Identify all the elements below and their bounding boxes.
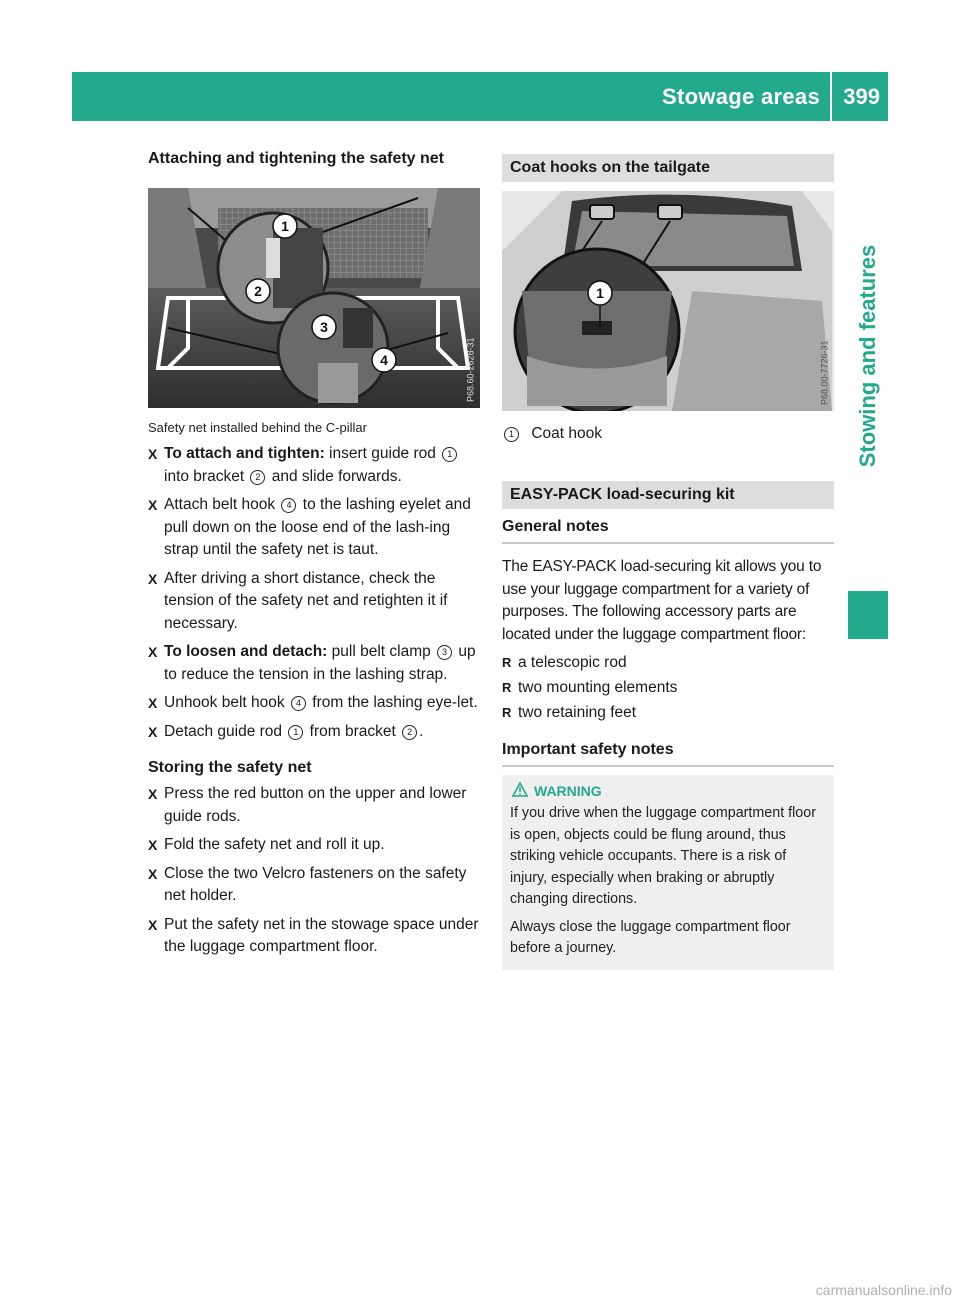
figure-code: P68.60-2628-31 — [466, 337, 476, 402]
warning-title-text: WARNING — [534, 783, 602, 799]
callout-number: 3 — [437, 645, 452, 660]
accessory-list — [502, 650, 834, 725]
figure-marker-1: 1 — [281, 218, 289, 234]
step-arrow-icon: X — [148, 446, 158, 462]
step-text: from the lashing eye-let. — [307, 694, 478, 711]
step-arrow-icon: X — [148, 695, 158, 711]
callout-number: 4 — [281, 498, 296, 513]
step-item — [148, 443, 480, 488]
step-arrow-icon: X — [148, 644, 158, 660]
storing-step-item — [148, 863, 480, 908]
left-column — [148, 150, 480, 965]
step-text: up to reduce the tension in the lashing strap. — [164, 643, 476, 683]
page-number: 399 — [843, 84, 880, 109]
callout-number: 2 — [402, 725, 417, 740]
callout-number: 1 — [288, 725, 303, 740]
step-bold-label: To attach and tighten: — [164, 445, 325, 462]
bullet-icon: R — [502, 705, 512, 720]
storing-heading: Storing the safety net — [148, 759, 312, 776]
step-item — [148, 721, 480, 744]
step-text: into bracket — [164, 467, 249, 485]
bullet-text: a telescopic rod — [518, 654, 627, 671]
coat-hook-legend — [502, 425, 834, 443]
figure-caption: Safety net installed behind the C-pillar — [148, 420, 367, 435]
step-item — [148, 692, 480, 715]
attach-steps-list — [148, 443, 480, 743]
step-text: Fold the safety net and roll it up. — [164, 836, 385, 853]
step-text: After driving a short distance, check the tension of the safety net and retighten it if necessary. — [164, 569, 448, 632]
header-divider — [830, 72, 832, 121]
step-bold-label: To loosen and detach: — [164, 643, 328, 660]
side-tab-label — [848, 121, 888, 591]
step-text: . — [419, 722, 424, 740]
step-arrow-icon: X — [148, 723, 158, 740]
side-tab-text: Stowing and features — [855, 244, 881, 468]
storing-steps-list — [148, 783, 480, 959]
warning-paragraph-1: If you drive when the luggage compartment floor is open, objects could be flung around, thus striking vehicle occupants. There is a risk of injury, especially when braking or abruptly changing directions. — [510, 805, 816, 907]
right-column — [502, 154, 834, 970]
step-item — [148, 494, 480, 562]
safety-notes-heading: Important safety notes — [502, 741, 834, 767]
callout-number: 4 — [291, 696, 306, 711]
step-arrow-icon: X — [148, 837, 158, 853]
figure-marker-3: 3 — [320, 319, 328, 335]
bullet-icon: R — [502, 655, 512, 670]
safety-net-figure — [148, 188, 480, 408]
figure-marker-4: 4 — [380, 352, 388, 368]
step-arrow-icon: X — [148, 865, 158, 882]
accessory-item — [502, 675, 834, 700]
legend-text: Coat hook — [531, 425, 602, 442]
footer-watermark[interactable]: carmanualsonline.info — [815, 1282, 952, 1298]
side-tab-marker — [848, 591, 888, 639]
bullet-text: two mounting elements — [518, 679, 678, 696]
step-arrow-icon: X — [148, 497, 158, 513]
step-text: to the lashing eyelet and pull down on the loose end of the lash-ing strap until the safety net is taut. — [164, 496, 471, 558]
step-arrow-icon: X — [148, 570, 158, 587]
header-bar — [72, 72, 888, 121]
step-arrow-icon: X — [148, 916, 158, 933]
bullet-text: two retaining feet — [518, 704, 637, 721]
figure-marker-coat-1: 1 — [596, 285, 604, 301]
step-arrow-icon: X — [148, 786, 158, 802]
safety-net-heading: Attaching and tightening the safety net — [148, 150, 445, 167]
legend-number: 1 — [504, 427, 519, 442]
figure-marker-2: 2 — [254, 283, 262, 299]
step-text: Attach belt hook — [164, 496, 280, 513]
step-text: insert guide rod — [329, 445, 441, 462]
warning-title — [510, 783, 826, 799]
page-section-title: Stowage areas — [662, 84, 820, 109]
accessory-item — [502, 700, 834, 725]
step-text: and slide forwards. — [267, 467, 402, 485]
storing-step-item — [148, 783, 480, 828]
step-text: from bracket — [305, 722, 401, 740]
step-text: Detach guide rod — [164, 722, 287, 740]
step-text: Unhook belt hook — [164, 694, 289, 711]
easy-pack-heading: EASY-PACK load-securing kit — [502, 481, 834, 509]
step-text: pull belt clamp — [331, 643, 436, 660]
tailgate-illustration — [502, 191, 834, 411]
storing-step-item — [148, 914, 480, 959]
step-text: Close the two Velcro fasteners on the safety net holder. — [164, 864, 467, 904]
safety-net-illustration — [148, 188, 480, 408]
bullet-icon: R — [502, 680, 512, 695]
coat-hook-figure — [502, 191, 834, 411]
accessory-item — [502, 650, 834, 675]
warning-box — [502, 775, 834, 970]
coat-figure-code: P68.00-7726-31 — [820, 340, 830, 405]
general-notes-text: The EASY-PACK load-securing kit allows you to use your luggage compartment for a variety of purposes. The following accessory parts are located under the luggage compartment floor: — [502, 558, 822, 643]
callout-number: 2 — [250, 470, 265, 485]
step-text: Put the safety net in the stowage space under the luggage compartment floor. — [164, 915, 479, 955]
step-item — [148, 641, 480, 686]
general-notes-heading: General notes — [502, 518, 834, 544]
step-text: Press the red button on the upper and lower guide rods. — [164, 785, 467, 825]
storing-step-item — [148, 834, 480, 857]
step-item — [148, 568, 480, 636]
coat-hooks-heading: Coat hooks on the tailgate — [502, 154, 834, 182]
warning-paragraph-2: Always close the luggage compartment floor before a journey. — [510, 918, 791, 956]
warning-icon — [512, 782, 528, 797]
callout-number: 1 — [442, 447, 457, 462]
